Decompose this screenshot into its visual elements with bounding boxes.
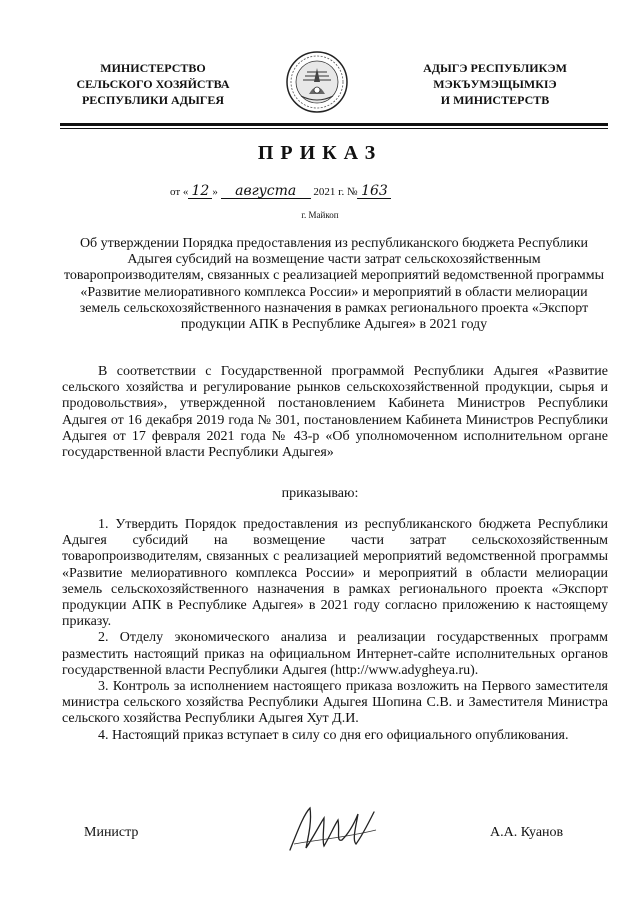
header-left-line: РЕСПУБЛИКИ АДЫГЕЯ bbox=[81, 93, 225, 107]
date-mid: » bbox=[212, 186, 218, 198]
date-number-line bbox=[170, 184, 470, 199]
order-item: 3. Контроль за исполнением настоящего приказа возложить на Первого заместителя министра сельского хозяйства Республики Адыгея Шопина С.В. и Заместителя Министра сельского хозяйства Республики Адыгея Хут Д.И. bbox=[62, 679, 608, 727]
document-title: ПРИКАЗ bbox=[257, 142, 383, 164]
order-item: 2. Отделу экономического анализа и реализации государственных программ разместить настоящий приказ на официальном Интернет-сайте исполнительных органов государственной власти Республики Адыгея (http://www.adygheya.ru). bbox=[62, 630, 608, 678]
date-month: августа bbox=[221, 184, 311, 199]
header-right-line: МЭКЪУМЭЩЫМКIЭ bbox=[433, 77, 557, 91]
header-right-line: АДЫГЭ РЕСПУБЛИКЭМ bbox=[423, 61, 567, 75]
date-year: 2021 г. bbox=[313, 186, 345, 198]
header-right-line: И МИНИСТЕРСТВ bbox=[440, 93, 550, 107]
ministry-name-russian bbox=[48, 60, 258, 108]
order-word: приказываю: bbox=[281, 486, 359, 501]
handwritten-signature bbox=[284, 800, 384, 856]
date-day: 12 bbox=[188, 184, 212, 199]
ministry-name-adyghe bbox=[390, 60, 600, 108]
preamble-paragraph: В соответствии с Государственной программой Республики Адыгея «Развитие сельского хозяйства и регулирование рынков сельскохозяйственной продукции, сырья и продовольствия», утвержденной постановлением Кабинета Министров Республики Адыгея от 16 декабря 2019 года № 301, постановлением Кабинета Министров Республики Адыгея от 17 февраля 2021 года № 43-р «Об уполномоченном исполнительном органе государственной власти Республики Адыгея» bbox=[62, 364, 608, 461]
date-prefix: от « bbox=[170, 186, 189, 198]
order-subject: Об утверждении Порядка предоставления из республиканского бюджета Республики Адыгея субсидий на возмещение части затрат сельскохозяйственным товаропроизводителям, связанных с реализацией мероприятий ведомственной программы «Развитие мелиоративного комплекса России» и мероприятий в области мелиорации земель сельскохозяйственного назначения в рамках регионального проекта «Экспорт продукции АПК в Республике Адыгея» в 2021 году bbox=[64, 236, 604, 333]
order-number: 163 bbox=[357, 184, 391, 199]
city-label: г. Майкоп bbox=[301, 210, 339, 220]
number-label: № bbox=[346, 186, 358, 198]
coat-of-arms-icon bbox=[285, 50, 349, 114]
header-divider-thin bbox=[60, 128, 608, 129]
header-left-line: МИНИСТЕРСТВО bbox=[100, 61, 206, 75]
signatory-name: А.А. Куанов bbox=[490, 825, 564, 840]
signatory-role: Министр bbox=[84, 825, 139, 840]
header-divider-thick bbox=[60, 123, 608, 126]
header-left-line: СЕЛЬСКОГО ХОЗЯЙСТВА bbox=[76, 77, 230, 91]
order-items bbox=[62, 517, 608, 744]
order-item: 4. Настоящий приказ вступает в силу со дня его официального опубликования. bbox=[98, 727, 569, 743]
order-item: 1. Утвердить Порядок предоставления из республиканского бюджета Республики Адыгея субсидий на возмещение части затрат сельскохозяйственным товаропроизводителям, связанных с реализацией мероприятий ведомственной программы «Развитие мелиоративного комплекса России» и мероприятий в области мелиорации земель сельскохозяйственного назначения в рамках регионального проекта «Экспорт продукции АПК в Республике Адыгея» в 2021 году согласно приложению к настоящему приказу. bbox=[62, 517, 608, 630]
